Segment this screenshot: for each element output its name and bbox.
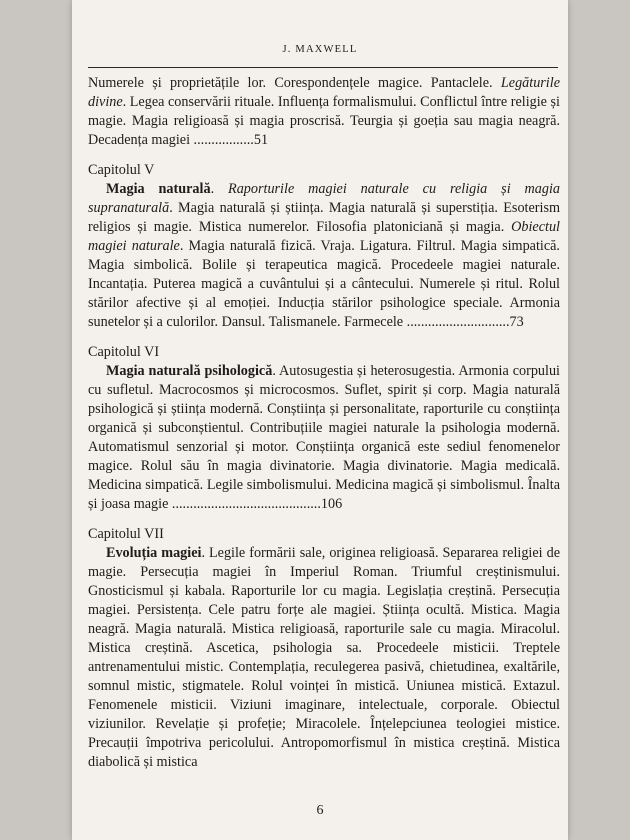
- book-page: [72, 0, 568, 840]
- text-run: . Legea conservării rituale. Influența formalismului. Conflictul între religie și magie. Magia religioasă și magia proscrisă. Teurgia și goeția sau magia neagră. Decadența magiei .................51: [88, 94, 560, 148]
- chapter-summary: [88, 544, 560, 772]
- header-rule: [88, 67, 558, 68]
- italic-phrase: Raporturile magiei naturale cu religia și magia supranaturală: [88, 181, 561, 216]
- text-run: . Magia naturală și știința. Magia naturală și superstiția. Esoterism religios și magie. Mistica numerelor. Filosofia platoniciană și magia.: [88, 200, 560, 235]
- text-run: . Autosugestia și heterosugestia. Armonia corpului cu sufletul. Macrocosmos și microcosmos. Suflet, spirit și corp. Magia naturală psihologică și știința modernă. Conștiința și personalitate, raporturile cu conștiința organică și subconștientul. Contribuțiile magiei naturale la psihologia modernă. Automatismul senzorial și motor. Conștiința organică este sediul fenomenelor magice. Rolul său în magia divinatorie. Magia divinatorie. Magia medicală. Medicina simpatică. Legile simbolismului. Medicina magică și simbolismul. Înalta și joasa magie ..........................................106: [88, 363, 560, 512]
- page-number: 6: [316, 803, 324, 818]
- chapter-summary: [88, 362, 560, 514]
- text-run: Numerele și proprietățile lor. Corespondențele magice. Pantaclele.: [88, 75, 501, 91]
- table-of-contents: [88, 74, 560, 772]
- chapter-label: Capitolul V: [88, 162, 155, 178]
- running-header: J. MAXWELL: [282, 44, 358, 55]
- chapter-6: [88, 343, 560, 514]
- chapter-label: Capitolul VII: [88, 526, 164, 542]
- chapter-title: Magia naturală psihologică: [106, 363, 273, 379]
- chapter-label: Capitolul VI: [88, 344, 160, 360]
- chapter-summary: [88, 180, 560, 332]
- chapter-7: [88, 525, 560, 772]
- chapter-title: Evoluția magiei: [106, 545, 202, 561]
- text-run: .: [210, 181, 229, 197]
- text-run: . Legile formării sale, originea religioasă. Separarea religiei de magie. Persecuția magiei în Imperiul Roman. Triumful creștinismului. Gnosticismul și kabala. Raporturile lor cu magia. Legislația creștină. Persecuția magiei. Persistența. Cele patru forțe ale magiei. Știința ocultă. Mistica. Magia neagră. Magia naturală. Mistica religioasă, raporturile sale cu magia. Miracolul. Mistica creștină. Ascetica, psihologia sa. Procedeele misticii. Treptele antrenamentului mistic. Contemplația, reculegerea pasivă, chietudinea, exaltările, somnul mistic, stigmatele. Rolul voinței în mistică. Uniunea mistică. Extazul. Fenomenele misticii. Viziuni imaginare, intelectuale, corporale. Obiectul viziunilor. Revelație și profeție; Miracolele. Înțelepciunea teologiei mistice. Precauții împotriva pericolului. Antropomorfismul în mistica creștină. Mistica diabolică și mistica: [88, 545, 560, 770]
- italic-phrase: Legăturile divine: [88, 75, 560, 110]
- italic-phrase: Obiectul magiei naturale: [88, 219, 560, 254]
- intro-paragraph: [88, 74, 560, 150]
- text-run: . Magia naturală fizică. Vraja. Ligatura. Filtrul. Magia simpatică. Magia simbolică. Bolile și terapeutica magică. Procedeele magiei naturale. Incantația. Puterea magică a cuvântului și a cântecului. Numerele și ritul. Rolul stărilor afective și al emoției. Inducția stărilor psihologice speciale. Armonia sunetelor și a culorilor. Dansul. Talismanele. Farmecele .............................73: [88, 238, 560, 330]
- chapter-5: [88, 161, 560, 332]
- chapter-title: Magia naturală: [106, 181, 211, 197]
